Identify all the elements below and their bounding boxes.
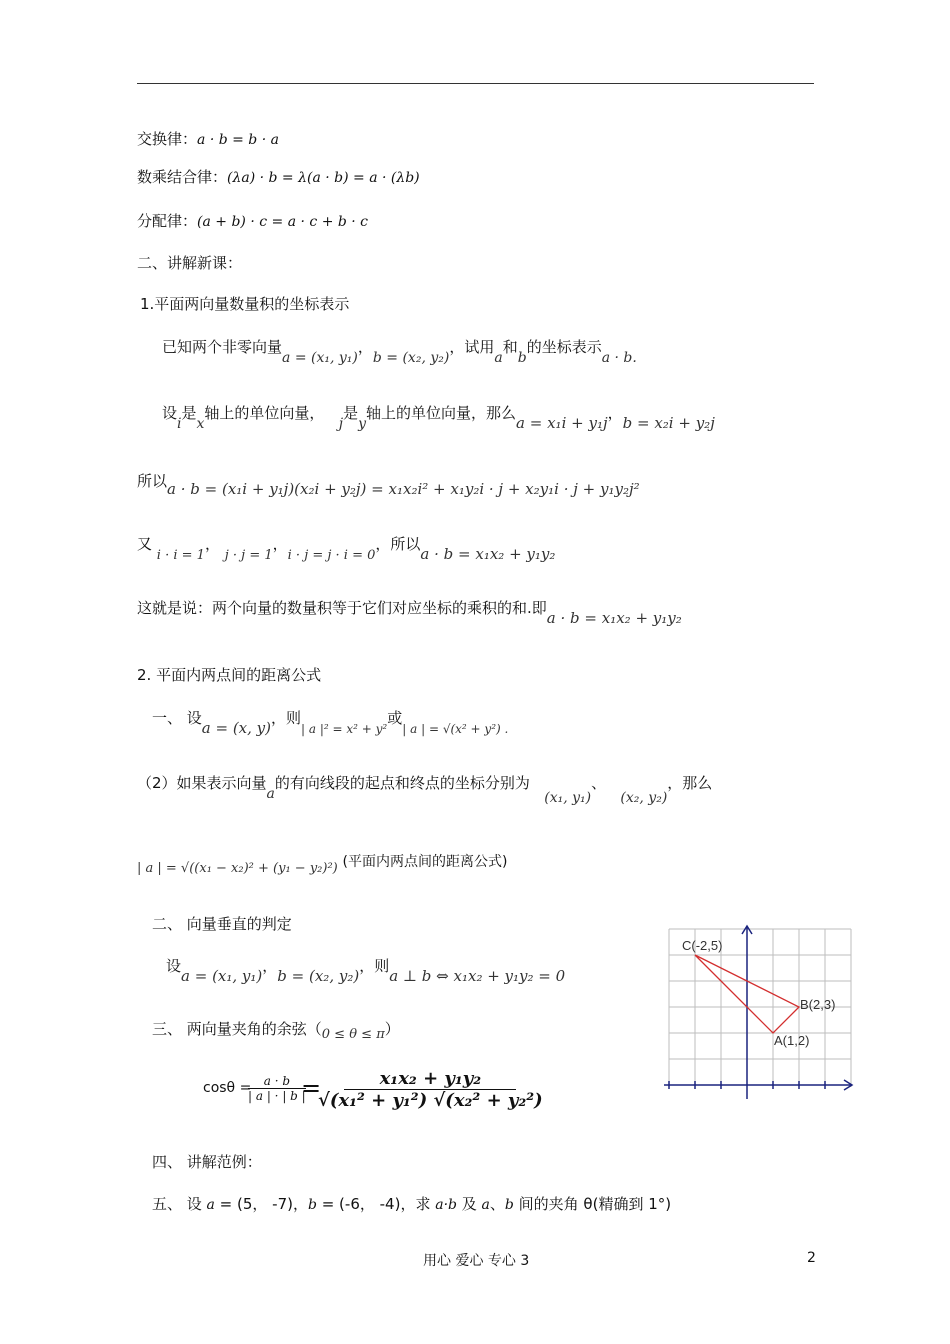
axis-2: 轴上的单位向量，那么 xyxy=(366,404,517,422)
endpoint-line xyxy=(137,772,713,806)
is-2: 是 xyxy=(343,404,359,422)
item1-a: a = (x, y) xyxy=(201,719,272,737)
item1-label: 一、 设 xyxy=(152,709,202,727)
perp-then: ，则 xyxy=(359,957,390,975)
so-line xyxy=(137,470,640,498)
comma: ， xyxy=(357,338,373,356)
b-symbol: b xyxy=(517,350,527,366)
ij-expr: i · j = j · i = 0 xyxy=(287,548,376,563)
label-point-c: C(-2,5) xyxy=(682,938,723,953)
perpendicular-line: 设a = (x₁, y₁)，b = (x₂, y₂)，则a ⊥ b ⇔ x₁x₂ + y₁y₂ = 0 xyxy=(166,957,566,985)
commutative-label: 交换律： xyxy=(137,130,198,148)
cos-fraction-2 xyxy=(318,1068,543,1111)
example-mid: 及 xyxy=(456,1195,482,1213)
distance-formula-line xyxy=(137,851,508,876)
distance-note: (平面内两点间的距离公式) xyxy=(342,854,508,870)
example-line xyxy=(152,1193,671,1214)
set-pre: 设 xyxy=(162,404,178,422)
conclusion-expr: a · b = x₁x₂ + y₁y₂ xyxy=(546,609,682,627)
a-symbol: a xyxy=(494,350,503,366)
page-number: 2 xyxy=(807,1250,816,1266)
cos-label: cosθ = xyxy=(203,1080,252,1096)
assoc-expr: (λa) · b = λ(a · b) = a · (λb) xyxy=(227,170,420,186)
example-sep: 、 xyxy=(489,1195,505,1213)
commutative-expr: a · b = b · a xyxy=(197,132,279,148)
j-symbol: j xyxy=(338,416,344,432)
unit-vectors-line: 设i是x轴上的单位向量， j是y轴上的单位向量，那么a = x₁i + y₁j，b = x₂i + y₂j xyxy=(162,404,715,432)
item2-pre: （2）如果表示向量 xyxy=(137,774,267,792)
item2-sep: 、 xyxy=(591,774,607,792)
example-a-val: = (5， -7)， xyxy=(214,1195,308,1213)
item2-a: a xyxy=(266,786,275,802)
section-title: 二、讲解新课： xyxy=(137,254,243,272)
given-pre: 已知两个非零向量 xyxy=(162,338,283,356)
b-expand: b = x₂i + y₂j xyxy=(622,414,715,432)
distance-expr: | a | = √((x₁ − x₂)² + (y₁ − y₂)²) xyxy=(137,861,338,876)
perp-a-def: a = (x₁, y₁) xyxy=(181,967,263,985)
result-expr: a · b = x₁x₂ + y₁y₂ xyxy=(420,545,556,563)
so-expression: a · b = (x₁i + y₁j)(x₂i + y₂j) = x₁x₂i² + x₁y₂i · j + x₂y₁i · j + y₁y₂j² xyxy=(167,480,640,498)
jj-expr: j · j = 1 xyxy=(224,548,273,563)
cos-fraction-1 xyxy=(248,1074,306,1103)
item1-mag: | a | = √(x² + y²) . xyxy=(402,722,509,736)
subsection-5-title: 四、 讲解范例： xyxy=(152,1153,262,1171)
given-post: 的坐标表示 xyxy=(526,338,602,356)
y-symbol: y xyxy=(358,416,367,432)
a-expand: a = x₁i + y₁j xyxy=(516,414,608,432)
frac2-numerator: x₁x₂ + y₁y₂ xyxy=(379,1068,482,1089)
also-label: 又 xyxy=(137,535,153,553)
example-b-val: = (-6， -4)，求 xyxy=(316,1195,436,1213)
label-point-b: B(2,3) xyxy=(800,997,836,1012)
header-rule xyxy=(137,83,814,84)
item1-then: ，则 xyxy=(271,709,302,727)
item1-mag2: | a |² = x² + y² xyxy=(301,722,388,736)
example-ab: a·b xyxy=(435,1197,457,1213)
footer-text: 用心 爱心 专心 3 xyxy=(423,1253,530,1269)
item2-p1: (x₁, y₁) xyxy=(544,790,592,806)
conclusion-text: 这就是说：两个向量的数量积等于它们对应坐标的乘积的和.即 xyxy=(137,599,547,617)
item2-mid: 的有向线段的起点和终点的坐标分别为 xyxy=(274,774,530,792)
distrib-label: 分配律： xyxy=(137,212,198,230)
subsection-4-title xyxy=(152,1018,400,1042)
perp-set: 设 xyxy=(166,957,182,975)
given-line xyxy=(162,336,637,366)
subsection-3-title: 二、 向量垂直的判定 xyxy=(152,915,292,933)
conclusion-line xyxy=(137,597,682,627)
example-post: 间的夹角 θ(精确到 1°) xyxy=(513,1195,672,1213)
i-symbol: i xyxy=(177,416,182,432)
and-text: 和 xyxy=(502,338,518,356)
perp-b-def: b = (x₂, y₂) xyxy=(277,967,360,985)
item2-post: ，那么 xyxy=(667,774,713,792)
so-2: ，所以 xyxy=(375,535,421,553)
frac1-denominator: | a | · | b | xyxy=(248,1089,306,1103)
ab-symbol: a · b. xyxy=(601,350,637,366)
commutative-law xyxy=(137,128,279,149)
b-def: b = (x₂, y₂) xyxy=(372,350,450,366)
example-b2: b xyxy=(504,1197,514,1213)
magnitude-line xyxy=(152,707,509,737)
distrib-expr: (a + b) · c = a · c + b · c xyxy=(197,214,369,230)
angle-range: 0 ≤ θ ≤ π xyxy=(321,1027,385,1042)
coordinate-graph xyxy=(664,924,856,1104)
equals-sign: = xyxy=(301,1074,322,1102)
x-symbol: x xyxy=(196,416,205,432)
subsection-1-title: 1.平面两向量数量积的坐标表示 xyxy=(140,295,350,313)
label-point-a: A(1,2) xyxy=(774,1033,810,1048)
example-a: a xyxy=(206,1197,215,1213)
perp-expr: a ⊥ b ⇔ x₁x₂ + y₁y₂ = 0 xyxy=(389,967,566,985)
frac2-denominator: √(x₁² + y₁²) √(x₂² + y₂²) xyxy=(318,1090,543,1111)
example-b: b xyxy=(307,1197,317,1213)
item1-or: 或 xyxy=(387,709,403,727)
frac1-numerator: a · b xyxy=(263,1074,290,1088)
example-a2: a xyxy=(481,1197,490,1213)
item2-p2: (x₂, y₂) xyxy=(620,790,668,806)
example-pre: 五、 设 xyxy=(152,1195,207,1213)
is-1: 是 xyxy=(181,404,197,422)
given-mid: ，试用 xyxy=(449,338,495,356)
ii-expr: i · i = 1 xyxy=(156,548,205,563)
also-line: 又 i · i = 1， j · j = 1，i · j = j · i = 0，所以a · b = x₁x₂ + y₁y₂ xyxy=(137,535,556,563)
a-def: a = (x₁, y₁) xyxy=(282,350,358,366)
assoc-label: 数乘结合律： xyxy=(137,168,228,186)
subsection-2-title: 2. 平面内两点间的距离公式 xyxy=(137,666,322,684)
so-label: 所以 xyxy=(137,472,168,490)
angle-title-post: ） xyxy=(384,1020,400,1038)
angle-title-pre: 三、 两向量夹角的余弦（ xyxy=(152,1020,322,1038)
distributive-law xyxy=(137,210,368,231)
axis-1: 轴上的单位向量， xyxy=(204,404,325,422)
associative-law xyxy=(137,166,420,187)
